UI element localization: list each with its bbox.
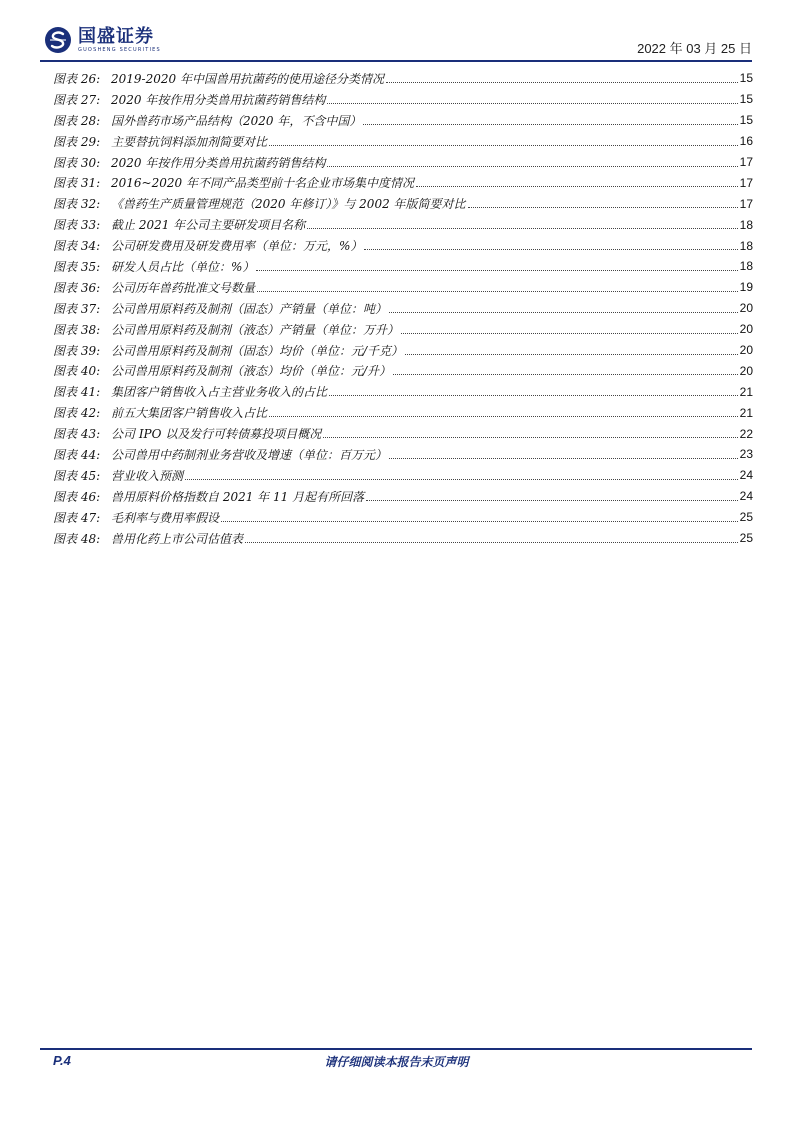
toc-entry[interactable] <box>53 277 753 298</box>
toc-entry-title: 截止 2021 年公司主要研发项目名称 <box>111 218 306 233</box>
toc-entry-title: 主要替抗饲料添加剂简要对比 <box>111 134 268 149</box>
toc-entry-label: 图表 29: <box>53 134 101 149</box>
toc-entry-label: 图表 46: <box>53 489 101 504</box>
toc-entry[interactable] <box>53 89 753 110</box>
toc-leader-dots <box>389 458 738 459</box>
header-divider <box>40 60 752 62</box>
toc-entry-page: 25 <box>739 531 753 546</box>
toc-entry-label: 图表 48: <box>53 531 101 546</box>
toc-entry-label: 图表 40: <box>53 364 101 379</box>
toc-entry-title: 营业收入预测 <box>111 468 184 483</box>
toc-entry[interactable] <box>53 193 753 214</box>
toc-entry-page: 15 <box>739 113 753 128</box>
brand-name-cn: 国盛证券 <box>78 25 154 47</box>
toc-entry-title: 2020 年按作用分类兽用抗菌药销售结构 <box>111 92 326 107</box>
toc-leader-dots <box>468 207 738 208</box>
toc-entry-label: 图表 43: <box>53 427 101 442</box>
toc-entry-title: 公司历年兽药批准文号数量 <box>111 280 256 295</box>
toc-entry-title: 公司兽用原料药及制剂（液态）均价（单位：元/升） <box>111 364 392 379</box>
toc-entry-title: 2020 年按作用分类兽用抗菌药销售结构 <box>111 155 326 170</box>
toc-entry-page: 20 <box>739 343 753 358</box>
toc-entry-page: 17 <box>739 196 753 211</box>
guosheng-logo-icon <box>44 26 72 54</box>
toc-entry-page: 24 <box>739 489 753 504</box>
toc-entry-page: 20 <box>739 363 753 378</box>
toc-entry[interactable] <box>53 486 753 507</box>
toc-entry[interactable] <box>53 152 753 173</box>
toc-leader-dots <box>269 145 738 146</box>
toc-leader-dots <box>221 521 738 522</box>
toc-leader-dots <box>327 166 737 167</box>
toc-entry-label: 图表 33: <box>53 218 101 233</box>
toc-leader-dots <box>323 437 737 438</box>
toc-entry-label: 图表 27: <box>53 92 101 107</box>
toc-entry[interactable] <box>53 402 753 423</box>
toc-leader-dots <box>329 395 738 396</box>
toc-entry-title: 研发人员占比（单位：%） <box>111 259 255 274</box>
toc-entry-label: 图表 38: <box>53 322 101 337</box>
toc-entry[interactable] <box>53 340 753 361</box>
toc-entry-label: 图表 44: <box>53 447 101 462</box>
page-number: P.4 <box>53 1053 71 1068</box>
toc-entry-title: 前五大集团客户销售收入占比 <box>111 406 268 421</box>
toc-entry-label: 图表 39: <box>53 343 101 358</box>
brand-name-en: GUOSHENG SECURITIES <box>78 46 161 53</box>
toc-leader-dots <box>269 416 738 417</box>
toc-entry-title: 2016~2020 年不同产品类型前十名企业市场集中度情况 <box>111 176 414 191</box>
toc-leader-dots <box>245 542 738 543</box>
toc-entry-title: 毛利率与费用率假设 <box>111 510 220 525</box>
toc-entry-label: 图表 45: <box>53 468 101 483</box>
toc-leader-dots <box>307 228 737 229</box>
toc-leader-dots <box>364 249 737 250</box>
footer-divider <box>40 1048 752 1050</box>
toc-entry-title: 公司兽用原料药及制剂（液态）产销量（单位：万升） <box>111 322 400 337</box>
toc-leader-dots <box>256 270 737 271</box>
brand-logo <box>44 24 161 56</box>
toc-entry-label: 图表 42: <box>53 406 101 421</box>
toc-entry-page: 17 <box>739 175 753 190</box>
toc-entry[interactable] <box>53 528 753 549</box>
toc-entry[interactable] <box>53 465 753 486</box>
toc-leader-dots <box>416 186 738 187</box>
toc-entry-page: 19 <box>739 280 753 295</box>
toc-entry[interactable] <box>53 360 753 381</box>
toc-entry-page: 18 <box>739 217 753 232</box>
toc-entry-label: 图表 37: <box>53 301 101 316</box>
toc-entry[interactable] <box>53 319 753 340</box>
toc-entry-title: 《兽药生产质量管理规范（2020 年修订）》与 2002 年版简要对比 <box>111 197 466 212</box>
toc-entry[interactable] <box>53 298 753 319</box>
toc-entry-title: 公司 IPO 以及发行可转债募投项目概况 <box>111 427 322 442</box>
toc-entry-page: 15 <box>739 71 753 86</box>
toc-entry-page: 15 <box>739 92 753 107</box>
figure-index <box>53 68 753 548</box>
toc-entry[interactable] <box>53 110 753 131</box>
toc-entry-label: 图表 32: <box>53 197 101 212</box>
footer-disclaimer: 请仔细阅读本报告末页声明 <box>324 1055 469 1069</box>
toc-entry-page: 16 <box>739 134 753 149</box>
toc-entry[interactable] <box>53 444 753 465</box>
toc-leader-dots <box>185 479 738 480</box>
page-header <box>40 22 752 58</box>
toc-entry[interactable] <box>53 214 753 235</box>
toc-entry-label: 图表 34: <box>53 239 101 254</box>
toc-entry[interactable] <box>53 68 753 89</box>
toc-entry[interactable] <box>53 131 753 152</box>
toc-entry-title: 2019-2020 年中国兽用抗菌药的使用途径分类情况 <box>111 71 384 86</box>
toc-entry[interactable] <box>53 381 753 402</box>
toc-entry-page: 23 <box>739 447 753 462</box>
toc-entry-title: 兽用原料价格指数自 2021 年 11 月起有所回落 <box>111 489 365 504</box>
toc-entry-title: 集团客户销售收入占主营业务收入的占比 <box>111 385 328 400</box>
toc-entry-label: 图表 35: <box>53 259 101 274</box>
toc-entry-label: 图表 26: <box>53 71 101 86</box>
toc-entry-page: 24 <box>739 468 753 483</box>
toc-entry-page: 21 <box>739 405 753 420</box>
toc-entry[interactable] <box>53 423 753 444</box>
toc-leader-dots <box>386 82 738 83</box>
toc-leader-dots <box>393 374 738 375</box>
toc-entry-page: 18 <box>739 259 753 274</box>
toc-entry-title: 公司兽用原料药及制剂（固态）均价（单位：元/千克） <box>111 343 404 358</box>
toc-entry-label: 图表 31: <box>53 176 101 191</box>
toc-entry-label: 图表 30: <box>53 155 101 170</box>
toc-leader-dots <box>401 333 738 334</box>
toc-entry-label: 图表 41: <box>53 385 101 400</box>
toc-entry-page: 18 <box>739 238 753 253</box>
toc-entry[interactable] <box>53 172 753 193</box>
toc-entry-label: 图表 28: <box>53 113 101 128</box>
toc-leader-dots <box>366 500 738 501</box>
toc-entry-title: 兽用化药上市公司估值表 <box>111 531 244 546</box>
report-date: 2022 年 03 月 25 日 <box>637 41 752 56</box>
toc-entry-label: 图表 36: <box>53 280 101 295</box>
toc-entry-page: 20 <box>739 322 753 337</box>
toc-leader-dots <box>363 124 737 125</box>
toc-entry-page: 22 <box>739 426 753 441</box>
toc-entry-title: 公司兽用原料药及制剂（固态）产销量（单位：吨） <box>111 301 388 316</box>
toc-entry-page: 20 <box>739 301 753 316</box>
toc-leader-dots <box>405 354 738 355</box>
toc-leader-dots <box>389 312 738 313</box>
toc-entry[interactable] <box>53 507 753 528</box>
toc-entry[interactable] <box>53 235 753 256</box>
toc-entry-title: 国外兽药市场产品结构（2020 年，不含中国） <box>111 113 362 128</box>
toc-entry-title: 公司研发费用及研发费用率（单位：万元，%） <box>111 239 363 254</box>
toc-entry-page: 17 <box>739 155 753 169</box>
toc-entry-page: 21 <box>739 384 753 399</box>
toc-entry-label: 图表 47: <box>53 510 101 525</box>
toc-leader-dots <box>257 291 738 292</box>
toc-leader-dots <box>327 103 737 104</box>
toc-entry-page: 25 <box>739 510 753 525</box>
toc-entry-title: 公司兽用中药制剂业务营收及增速（单位：百万元） <box>111 447 388 462</box>
toc-entry[interactable] <box>53 256 753 277</box>
